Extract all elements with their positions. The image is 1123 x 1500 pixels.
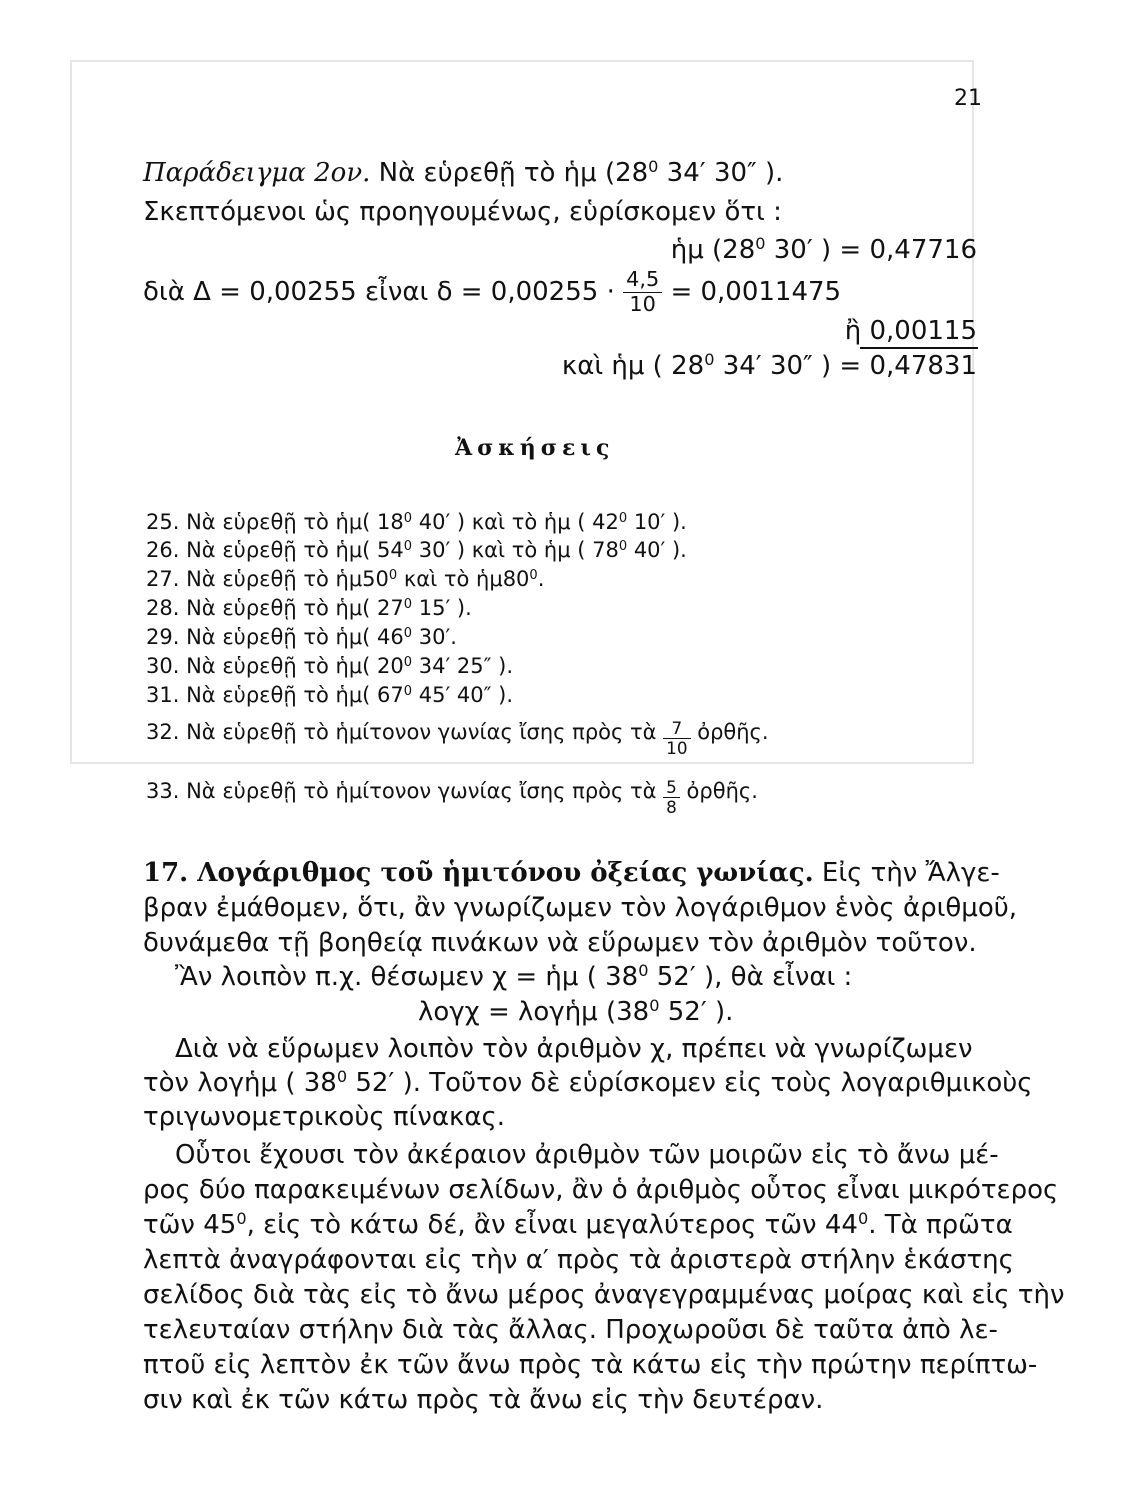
example-line-5: ἢ 0,00115 [844, 316, 977, 346]
paragraph-line: τῶν $45^0$, εἰς τὸ κάτω δέ, ἂν εἶναι μεγαλύτερος τῶν $44^0$. Τὰ πρῶτα [143, 1209, 1013, 1240]
exercises-title: Ἀσκήσεις [455, 435, 615, 461]
exercise-28: 28. Νὰ εὑρεθῇ τὸ ἡμ( $27^0$ 15′ ). [146, 596, 472, 620]
paragraph-line: σελίδος διὰ τὰς εἰς τὸ ἄνω μέρος ἀναγεγραμμένας μοίρας καὶ εἰς τὴν [143, 1280, 1065, 1310]
formula-line: λογχ = λογἡμ ($38^0$ 52′ ). [418, 996, 734, 1027]
paragraph-line: δυνάμεθα τῇ βοηθείᾳ πινάκων νὰ εὕρωμεν τὸν ἀριθμὸν τοῦτον. [143, 928, 977, 958]
exercise-31: 31. Νὰ εὑρεθῇ τὸ ἡμ( $67^0$ 45′ 40″ ). [146, 683, 513, 707]
paragraph-line: πτοῦ εἰς λεπτὸν ἐκ τῶν ἄνω πρὸς τὰ κάτω εἰς τὴν πρώτην περίπτω- [143, 1350, 1038, 1380]
example-heading: Παράδειγμα 2ον. [143, 158, 371, 188]
paragraph-line: Ἂν λοιπὸν π.χ. θέσωμεν χ = ἡμ ( $38^0$ 52′ ), θὰ εἶναι : [175, 961, 853, 992]
paragraph-line: σιν καὶ ἐκ τῶν κάτω πρὸς τὰ ἄνω εἰς τὴν δευτέραν. [143, 1385, 824, 1415]
example-heading-line: Παράδειγμα 2ον. Νὰ εὑρεθῇ τὸ ἡμ ($28^0$ 34′ 30″ ). [143, 157, 784, 188]
section-title: 17. Λογάριθμος τοῦ ἡμιτόνου ὀξείας γωνίας. [143, 858, 814, 888]
example-line-6: καὶ ἡμ ( $28^0$ 34′ 30″ ) = 0,47831 [561, 350, 977, 381]
page-number: 21 [954, 86, 982, 111]
exercise-29: 29. Νὰ εὑρεθῇ τὸ ἡμ( $46^0$ 30′. [146, 625, 457, 649]
paragraph-line: ρος δύο παρακειμένων σελίδων, ἂν ὁ ἀριθμὸς οὗτος εἶναι μικρότερος [143, 1175, 1059, 1205]
paragraph-line: Διὰ νὰ εὕρωμεν λοιπὸν τὸν ἀριθμὸν χ, πρέπει νὰ γνωρίζωμεν [175, 1034, 973, 1064]
exercise-32: 32. Νὰ εὑρεθῇ τὸ ἡμίτονον γωνίας ἴσης πρὸς τὰ $\frac{7}{10}$ ὀρθῆς. [146, 718, 769, 759]
example-line-3: ἡμ ($28^0$ 30′ ) = 0,47716 [670, 234, 977, 265]
example-line-2: Σκεπτόμενοι ὡς προηγουμένως, εὑρίσκομεν ὅτι : [143, 197, 782, 227]
paragraph-line: Οὗτοι ἔχουσι τὸν ἀκέραιον ἀριθμὸν τῶν μοιρῶν εἰς τὸ ἄνω μέ- [175, 1140, 999, 1170]
paragraph-line: τελευταίαν στήλην διὰ τὰς ἄλλας. Προχωροῦσι δὲ ταῦτα ἀπὸ λε- [143, 1315, 998, 1345]
exercise-26: 26. Νὰ εὑρεθῇ τὸ ἡμ( $54^0$ 30′ ) καὶ τὸ ἡμ ( $78^0$ 40′ ). [146, 538, 687, 562]
section-title-line: 17. Λογάριθμος τοῦ ἡμιτόνου ὀξείας γωνίας. Εἰς τὴν Ἄλγε- [143, 858, 1000, 888]
paragraph-line: βραν ἐμάθομεν, ὅτι, ἂν γνωρίζωμεν τὸν λογάριθμον ἑνὸς ἀριθμοῦ, [143, 893, 1018, 923]
exercise-27: 27. Νὰ εὑρεθῇ τὸ $ἡ\mu 50^0$ καὶ τὸ $ἡ\mu 80^0$. [146, 567, 545, 591]
fraction-7-over-10: $\frac{7}{10}$ [663, 719, 690, 759]
paragraph-line: λεπτὰ ἀναγράφονται εἰς τὴν α′ πρὸς τὰ ἀριστερὰ στήλην ἑκάστης [143, 1245, 1014, 1275]
fraction-4-5-over-10: $\frac{4,5}{10}$ [623, 268, 662, 317]
exercise-33: 33. Νὰ εὑρεθῇ τὸ ἡμίτονον γωνίας ἴσης πρὸς τὰ $\frac{5}{8}$ ὀρθῆς. [146, 777, 758, 818]
exercise-30: 30. Νὰ εὑρεθῇ τὸ ἡμ( $20^0$ 34′ 25″ ). [146, 654, 513, 678]
exercise-25: 25. Νὰ εὑρεθῇ τὸ ἡμ( $18^0$ 40′ ) καὶ τὸ ἡμ ( $42^0$ 10′ ). [146, 510, 687, 534]
paragraph-line: τριγωνομετρικοὺς πίνακας. [143, 1102, 505, 1132]
sum-rule [860, 347, 978, 349]
paragraph-line: τὸν λογἡμ ( $38^0$ 52′ ). Τοῦτον δὲ εὑρίσκομεν εἰς τοὺς λογαριθμικοὺς [143, 1067, 1033, 1098]
fraction-5-over-8: $\frac{5}{8}$ [663, 778, 680, 818]
example-line-4: διὰ Δ = 0,00255 εἶναι δ = 0,00255 · $\frac{4,5}{10}$ = 0,0011475 [143, 267, 842, 316]
